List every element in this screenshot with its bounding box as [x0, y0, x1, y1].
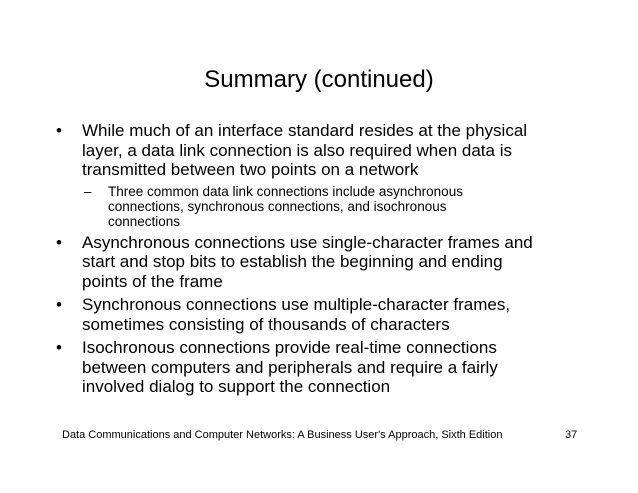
bullet-dot-icon: •: [56, 121, 62, 140]
sub-bullet-line: connections, synchronous connections, and isochronous: [108, 198, 447, 214]
bullet-line: transmitted between two points on a network: [82, 160, 419, 179]
sub-bullet-line: connections: [108, 213, 181, 229]
bullet-dot-icon: •: [56, 338, 62, 357]
bullet-line: While much of an interface standard resides at the physical: [82, 121, 528, 140]
bullet-line: involved dialog to support the connection: [82, 377, 391, 396]
bullet-item: [0, 338, 638, 397]
bullet-dot-icon: •: [56, 295, 62, 314]
bullet-line: Synchronous connections use multiple-character frames,: [82, 295, 511, 314]
slide-body: [0, 121, 638, 397]
bullet-line: points of the frame: [82, 271, 223, 291]
bullet-item: [0, 121, 638, 180]
sub-bullet-line: Three common data link connections include asynchronous: [108, 183, 463, 199]
bullet-item: [0, 233, 638, 292]
bullet-line: Asynchronous connections use single-character frames and: [82, 232, 533, 252]
footer-text: Data Communications and Computer Networks: A Business User's Approach, Sixth Edition: [62, 429, 503, 441]
slide-title: Summary (continued): [204, 66, 434, 93]
bullet-line: layer, a data link connection is also required when data is: [82, 140, 512, 160]
bullet-line: start and stop bits to establish the beginning and ending: [82, 252, 503, 271]
bullet-line: between computers and peripherals and require a fairly: [82, 357, 498, 377]
dash-bullet-icon: –: [84, 183, 92, 199]
sub-bullet-item: [0, 184, 638, 229]
bullet-line: sometimes consisting of thousands of characters: [82, 314, 450, 334]
page-number: 37: [565, 429, 578, 441]
bullet-item: [0, 295, 638, 334]
bullet-line: Isochronous connections provide real-time connections: [82, 338, 497, 357]
bullet-dot-icon: •: [56, 232, 62, 252]
